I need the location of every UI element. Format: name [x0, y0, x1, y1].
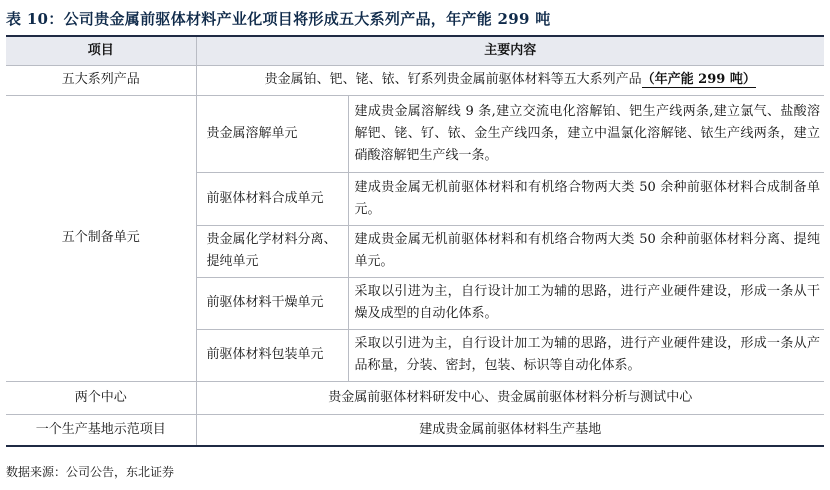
unit-name: 前驱体材料合成单元: [196, 172, 348, 225]
row-content-products: [196, 65, 824, 95]
unit-name: 贵金属化学材料分离、提纯单元: [196, 225, 348, 277]
project-table: [6, 37, 824, 447]
table-title: 表 10：公司贵金属前驱体材料产业化项目将形成五大系列产品，年产能 299 吨: [6, 10, 551, 28]
unit-desc: 采取以引进为主，自行设计加工为辅的思路，进行产业硬件建设，形成一条从产品称量，分装、密封，包装、标识等自动化体系。: [348, 329, 824, 381]
row-label-units: 五个制备单元: [6, 95, 196, 381]
row-label-products: 五大系列产品: [6, 65, 196, 95]
table-header-row: [6, 37, 824, 65]
unit-name: 前驱体材料包装单元: [196, 329, 348, 381]
unit-desc: 建成贵金属溶解线 9 条,建立交流电化溶解铂、钯生产线两条,建立氯气、盐酸溶解钯、铑、钌、铱、金生产线四条，建立中温氯化溶解铑、铱生产线两条，建立硝酸溶解钯生产线一条。: [348, 95, 824, 172]
row-label-centers: 两个中心: [6, 381, 196, 414]
unit-name: 前驱体材料干燥单元: [196, 277, 348, 329]
products-text: 贵金属铂、钯、铑、铱、钌系列贵金属前驱体材料等五大系列产品: [264, 72, 642, 87]
row-content-centers: 贵金属前驱体材料研发中心、贵金属前驱体材料分析与测试中心: [196, 381, 824, 414]
table-row: [6, 414, 824, 446]
table-row: [6, 65, 824, 95]
table-row: [6, 381, 824, 414]
capacity-highlight: （年产能 299 吨）: [641, 72, 756, 87]
unit-desc: 建成贵金属无机前驱体材料和有机络合物两大类 50 余种前驱体材料分离、提纯单元。: [348, 225, 824, 277]
unit-desc: 建成贵金属无机前驱体材料和有机络合物两大类 50 余种前驱体材料合成制备单元。: [348, 172, 824, 225]
row-content-base: 建成贵金属前驱体材料生产基地: [196, 414, 824, 446]
unit-desc: 采取以引进为主，自行设计加工为辅的思路，进行产业硬件建设，形成一条从干燥及成型的自动化体系。: [348, 277, 824, 329]
row-label-base: 一个生产基地示范项目: [6, 414, 196, 446]
table-row: [6, 95, 824, 172]
unit-name: 贵金属溶解单元: [196, 95, 348, 172]
header-project: 项目: [6, 37, 196, 65]
header-content: 主要内容: [196, 37, 824, 65]
data-source: 数据来源：公司公告，东北证券: [6, 465, 175, 479]
